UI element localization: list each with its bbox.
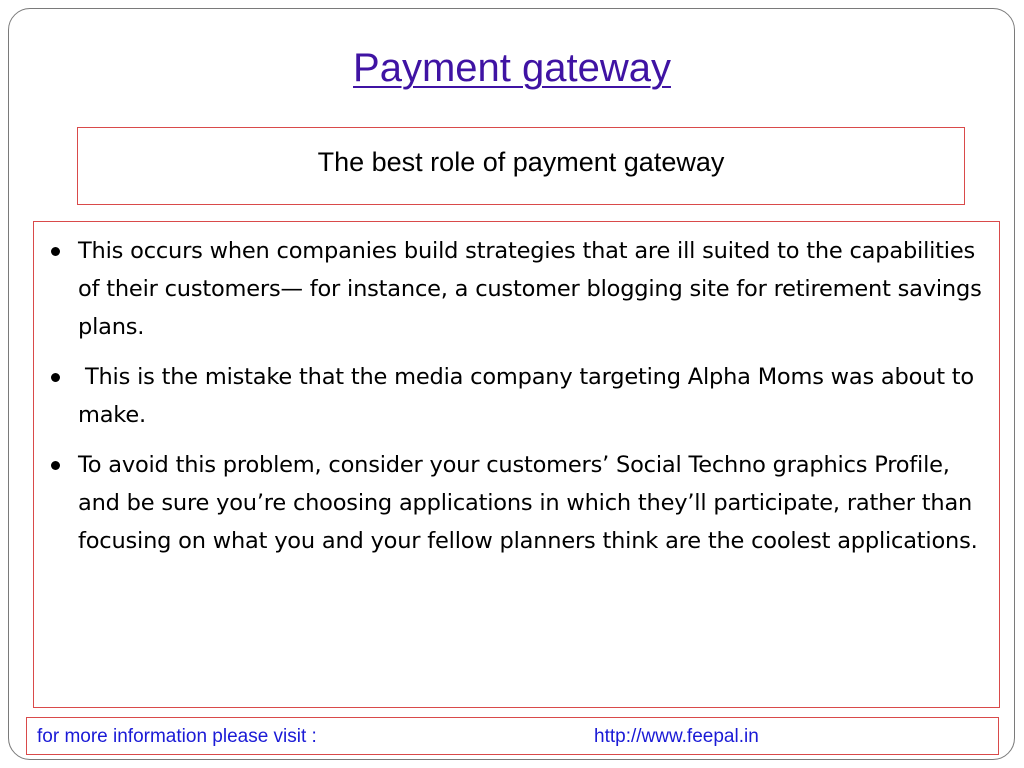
bullet-item xyxy=(50,446,985,560)
footer-box xyxy=(26,717,999,755)
bullet-item xyxy=(50,358,985,434)
bullet-text: To avoid this problem, consider your customers’ Social Techno graphics Profile, and be sure you’re choosing applications in which they’ll participate, rather than focusing on what you and your fellow planners think are the coolest applications. xyxy=(78,452,978,554)
bullet-dot-icon xyxy=(51,461,60,470)
footer-link[interactable]: http://www.feepal.in xyxy=(594,726,759,747)
bullet-text: This occurs when companies build strategies that are ill suited to the capabilities of their customers— for instance, a customer blogging site for retirement savings plans. xyxy=(78,238,982,340)
subtitle-box xyxy=(77,127,965,205)
slide-title[interactable]: Payment gateway xyxy=(353,46,671,90)
bullet-dot-icon xyxy=(51,373,60,382)
bullet-dot-icon xyxy=(51,247,60,256)
bullet-list xyxy=(34,222,999,560)
content-box xyxy=(33,221,1000,708)
bullet-text: This is the mistake that the media company targeting Alpha Moms was about to make. xyxy=(78,364,981,428)
footer-info-text: for more information please visit : xyxy=(37,726,317,747)
subtitle-text: The best role of payment gateway xyxy=(317,146,725,177)
bullet-item xyxy=(50,232,985,346)
